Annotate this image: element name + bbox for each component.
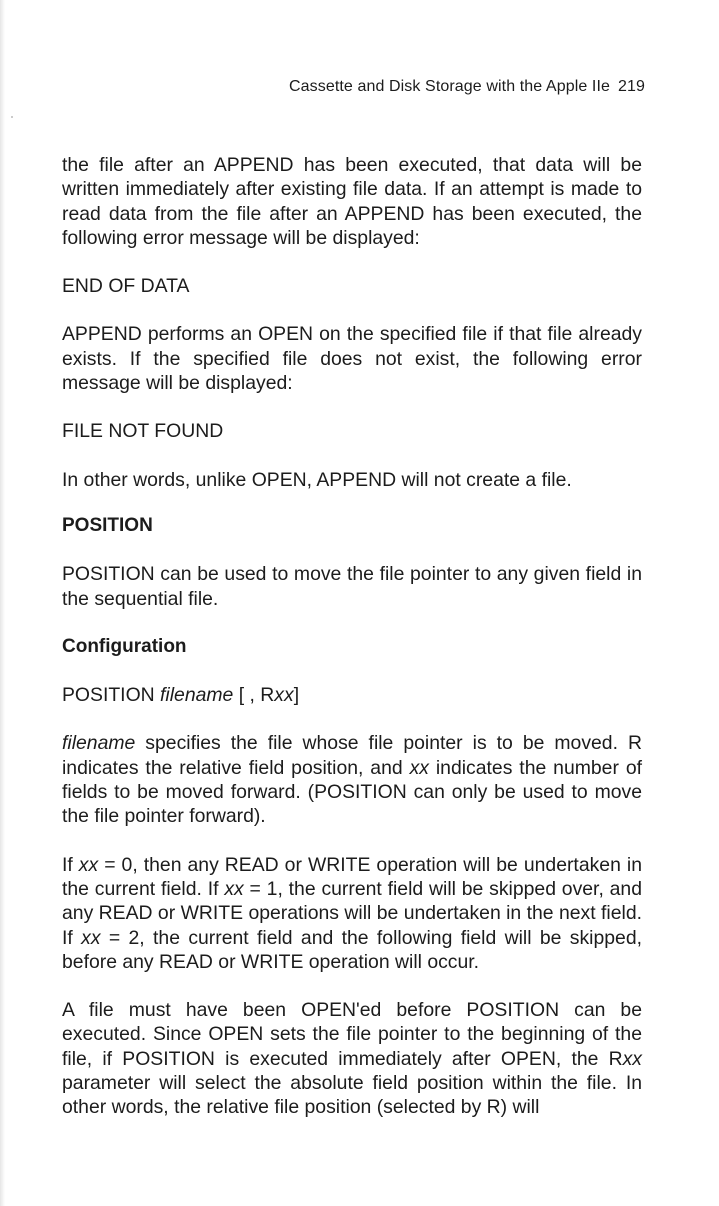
paragraph-open-before-position (62, 998, 642, 1119)
text-run: = 1, the current field will be skipped over, and any READ or WRITE operations will be undertaken in the next field. If (62, 877, 643, 949)
syntax-option: xx (274, 684, 294, 707)
syntax-param: filename (160, 684, 234, 707)
inline-var: xx (622, 1047, 642, 1070)
syntax-bracket-close: ] (293, 684, 300, 707)
inline-var: xx (81, 926, 101, 949)
syntax-bracket-open: [ , R (238, 684, 275, 707)
text-run: specifies the file whose file pointer is to be moved. R indicates the relative field position, and (62, 732, 642, 779)
paragraph-append-open: APPEND performs an OPEN on the specified file if that file already exists. If the specified file does not exist, the following error message will be displayed: (62, 323, 642, 395)
syntax-line (62, 683, 642, 707)
page-number: 219 (618, 78, 645, 95)
error-message-file-not-found: FILE NOT FOUND (62, 420, 224, 443)
paragraph-append-summary: In other words, unlike OPEN, APPEND will not create a file. (62, 468, 572, 491)
paragraph-append-continued: the file after an APPEND has been executed, that data will be written immediately after existing file data. If an attempt is made to read data from the file after an APPEND has been executed, the following error message will be displayed: (62, 154, 642, 249)
header-title: Cassette and Disk Storage with the Apple IIe (288, 78, 610, 95)
running-header (289, 78, 645, 96)
text-run: If (62, 853, 79, 876)
inline-var: xx (78, 853, 99, 876)
inline-var: xx (224, 877, 244, 900)
inline-var: xx (409, 756, 429, 779)
syntax-command: POSITION (62, 684, 155, 707)
page-body (62, 153, 642, 1120)
error-message-end-of-data: END OF DATA (62, 275, 190, 298)
paragraph-xx-values (62, 853, 642, 974)
text-run: A file must have been OPEN'ed before POSITION can be executed. Since OPEN sets the file pointer to the beginning of the file, if POSITION is executed immediately after OPEN, the R (62, 999, 642, 1070)
text-run: = 2, the current field and the following field will be skipped, before any READ or WRITE operation will occur. (62, 926, 642, 973)
page-left-edge-shadow (0, 0, 5, 1206)
inline-param: filename (62, 732, 136, 755)
paragraph-filename-description (62, 731, 642, 828)
section-heading-position: POSITION (62, 514, 153, 536)
subheading-configuration: Configuration (62, 635, 187, 657)
paragraph-position-intro: POSITION can be used to move the file pointer to any given field in the sequential file. (62, 563, 642, 610)
paper-speck (11, 116, 13, 118)
text-run: indicates the number of fields to be moved forward. (POSITION can only be used to move the file pointer forward). (62, 756, 642, 828)
text-run: parameter will select the absolute field position within the file. In other words, the relative file position (selected by R) will (62, 1072, 642, 1119)
text-run: = 0, then any READ or WRITE operation will be undertaken in the current field. If (62, 853, 642, 900)
